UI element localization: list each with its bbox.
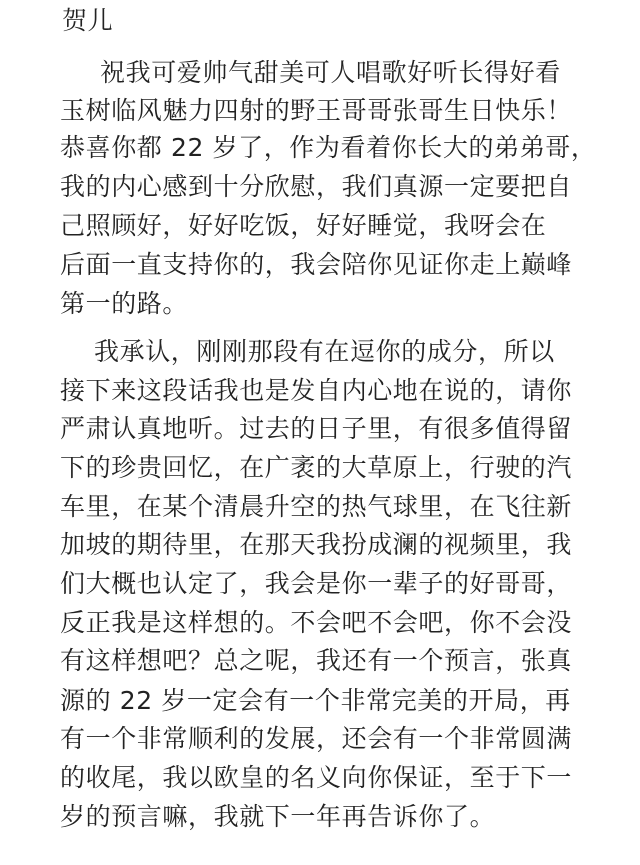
letter-greeting: 贺儿	[62, 6, 114, 35]
paragraph2-line-4: 下的珍贵回忆，在广袤的大草原上，行驶的汽	[60, 453, 573, 482]
paragraph2-line-6: 加坡的期待里，在那天我扮成澜的视频里，我	[60, 530, 573, 559]
paragraph2-line-10: 源的 22 岁一定会有一个非常完美的开局，再	[60, 686, 571, 715]
paragraph1-line-7: 第一的路。	[60, 289, 189, 318]
paragraph1-line-3: 恭喜你都 22 岁了，作为看着你长大的弟弟哥，	[60, 133, 597, 162]
paragraph2-line-1: 我承认，刚刚那段有在逗你的成分，所以	[94, 337, 555, 366]
paragraph2-line-7: 们大概也认定了，我会是你一辈子的好哥哥，	[60, 569, 573, 598]
paragraph1-line-1: 祝我可爱帅气甜美可人唱歌好听长得好看	[100, 58, 561, 87]
paragraph1-line-2: 玉树临风魅力四射的野王哥哥张哥生日快乐！	[60, 96, 573, 125]
paragraph1-line-4: 我的内心感到十分欣慰，我们真源一定要把自	[60, 172, 573, 201]
paragraph2-line-11: 有一个非常顺利的发展，还会有一个非常圆满	[60, 724, 573, 753]
paragraph1-line-6: 后面一直支持你的，我会陪你见证你走上巅峰	[60, 250, 573, 279]
paragraph2-line-8: 反正我是这样想的。不会吧不会吧，你不会没	[60, 608, 573, 637]
paragraph2-line-3: 严肃认真地听。过去的日子里，有很多值得留	[60, 414, 573, 443]
paragraph2-line-12: 的收尾，我以欧皇的名义向你保证，至于下一	[60, 763, 573, 792]
paragraph2-line-5: 车里，在某个清晨升空的热气球里，在飞往新	[60, 492, 573, 521]
paragraph2-line-2: 接下来这段话我也是发自内心地在说的，请你	[60, 376, 573, 405]
paragraph1-line-5: 己照顾好，好好吃饭，好好睡觉，我呀会在	[60, 211, 547, 240]
paragraph2-line-9: 有这样想吧？总之呢，我还有一个预言，张真	[60, 646, 573, 675]
paragraph2-line-13: 岁的预言嘛，我就下一年再告诉你了。	[60, 802, 496, 831]
